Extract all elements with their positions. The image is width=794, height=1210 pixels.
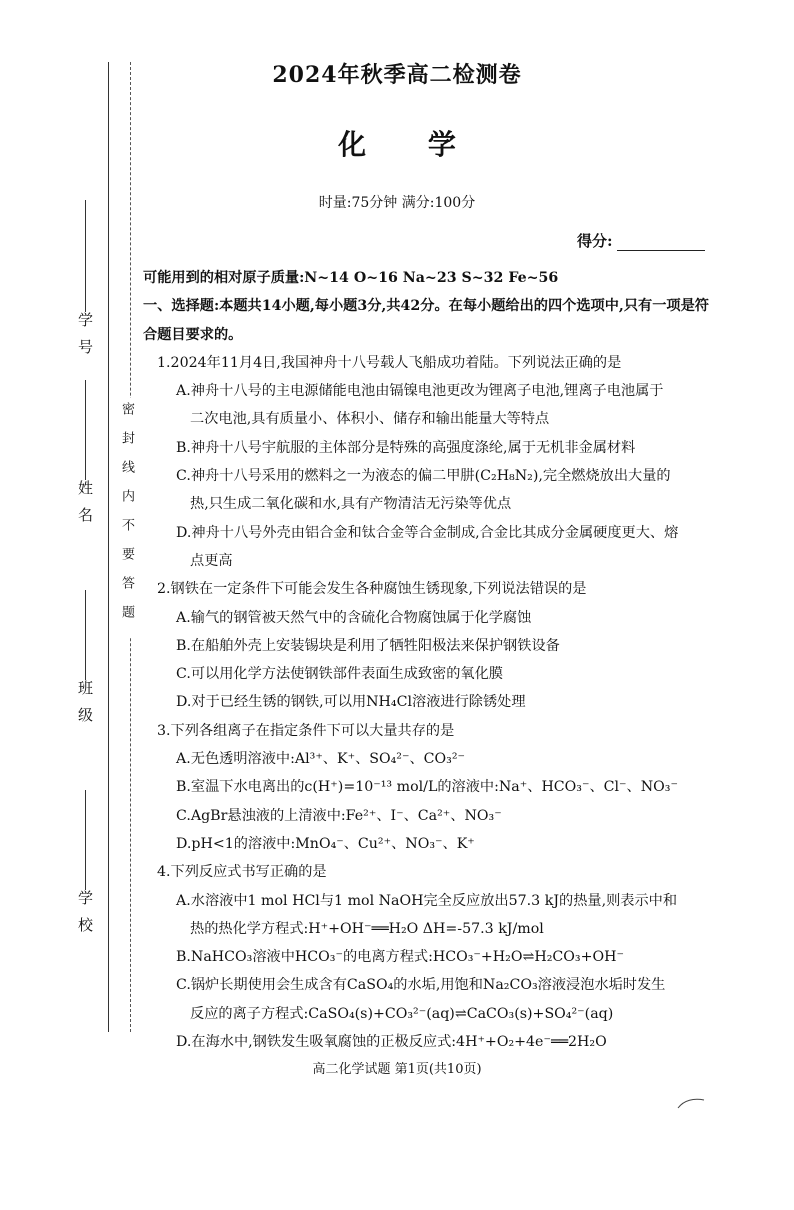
student-id-label: 学号 — [76, 312, 94, 366]
section-1-heading: 一、选择题:本题共14小题,每小题3分,共42分。在每小题给出的四个选项中,只有一项是符合题目要求的。 — [143, 298, 709, 343]
student-id-field[interactable] — [75, 200, 96, 366]
question-line: B.在船舶外壳上安装锡块是利用了牺牲阳极法来保护钢铁设备 — [176, 637, 560, 654]
question-line: C.AgBr悬浊液的上清液中:Fe²⁺、I⁻、Ca²⁺、NO₃⁻ — [176, 807, 502, 824]
exam-title: 2024年秋季高二检测卷 — [272, 62, 522, 88]
question-line: C.锅炉长期使用会生成含有CaSO₄的水垢,用饱和Na₂CO₃溶液浸泡水垢时发生 — [176, 977, 666, 994]
question-line: 热的热化学方程式:H⁺+OH⁻══H₂O ΔH=-57.3 kJ/mol — [190, 920, 544, 937]
name-blank[interactable] — [85, 380, 86, 480]
pen-mark-icon — [676, 1096, 706, 1112]
atomic-masses: 可能用到的相对原子质量:N~14 O~16 Na~23 S~32 Fe~56 — [143, 270, 559, 286]
name-label: 姓名 — [76, 480, 94, 534]
question-line: D.pH<1的溶液中:MnO₄⁻、Cu²⁺、NO₃⁻、K⁺ — [176, 835, 475, 852]
question-line: 反应的离子方程式:CaSO₄(s)+CO₃²⁻(aq)⇌CaCO₃(s)+SO₄²⁻(aq) — [190, 1005, 614, 1022]
seal-notice: 密封线内不要答题 — [117, 398, 136, 638]
subject-title: 化 学 — [338, 128, 482, 161]
question-line: D.神舟十八号外壳由铝合金和钛合金等合金制成,合金比其成分金属硬度更大、熔 — [176, 524, 679, 541]
score-box — [577, 230, 705, 251]
question-line: 4.下列反应式书写正确的是 — [157, 864, 327, 881]
class-field[interactable] — [75, 590, 96, 734]
school-label: 学校 — [76, 890, 94, 944]
question-line: B.NaHCO₃溶液中HCO₃⁻的电离方程式:HCO₃⁻+H₂O⇌H₂CO₃+OH⁻ — [176, 949, 624, 966]
name-field[interactable] — [75, 380, 96, 534]
class-blank[interactable] — [85, 590, 86, 680]
score-label: 得分: — [577, 232, 613, 250]
school-blank[interactable] — [85, 790, 86, 890]
question-line: D.对于已经生锈的钢铁,可以用NH₄Cl溶液进行除锈处理 — [176, 694, 526, 711]
question-line: A.水溶液中1 mol HCl与1 mol NaOH完全反应放出57.3 kJ的热量,则表示中和 — [176, 892, 678, 909]
question-line: B.神舟十八号宇航服的主体部分是特殊的高强度涤纶,属于无机非金属材料 — [176, 439, 636, 456]
question-line: A.输气的钢管被天然气中的含硫化合物腐蚀属于化学腐蚀 — [176, 609, 532, 626]
page-footer: 高二化学试题 第1页(共10页) — [312, 1062, 482, 1077]
question-line: B.室温下水电离出的c(H⁺)=10⁻¹³ mol/L的溶液中:Na⁺、HCO₃⁻、Cl⁻、NO₃⁻ — [176, 779, 678, 796]
question-lines — [143, 349, 721, 1056]
question-line: A.无色透明溶液中:Al³⁺、K⁺、SO₄²⁻、CO₃²⁻ — [176, 751, 466, 768]
time-info: 时量:75分钟 满分:100分 — [318, 195, 476, 211]
question-line: 二次电池,具有质量小、体积小、储存和输出能量大等特点 — [190, 411, 550, 428]
class-label: 班级 — [76, 680, 94, 734]
question-line: C.可以用化学方法使钢铁部件表面生成致密的氧化膜 — [176, 666, 503, 683]
question-line: C.神舟十八号采用的燃料之一为液态的偏二甲肼(C₂H₈N₂),完全燃烧放出大量的 — [176, 468, 671, 485]
question-line: A.神舟十八号的主电源储能电池由镉镍电池更改为锂离子电池,锂离子电池属于 — [176, 383, 664, 400]
school-field[interactable] — [75, 790, 96, 944]
question-line: D.在海水中,钢铁发生吸氧腐蚀的正极反应式:4H⁺+O₂+4e⁻══2H₂O — [176, 1034, 607, 1051]
question-line: 3.下列各组离子在指定条件下可以大量共存的是 — [157, 722, 455, 739]
question-line: 热,只生成二氧化碳和水,具有产物清洁无污染等优点 — [190, 496, 512, 513]
question-line: 1.2024年11月4日,我国神舟十八号载人飞船成功着陆。下列说法正确的是 — [157, 354, 622, 371]
question-line: 2.钢铁在一定条件下可能会发生各种腐蚀生锈现象,下列说法错误的是 — [157, 581, 587, 598]
student-id-blank[interactable] — [85, 200, 86, 312]
score-blank[interactable] — [617, 236, 705, 251]
question-line: 点更高 — [190, 552, 233, 569]
question-content — [143, 264, 721, 1056]
